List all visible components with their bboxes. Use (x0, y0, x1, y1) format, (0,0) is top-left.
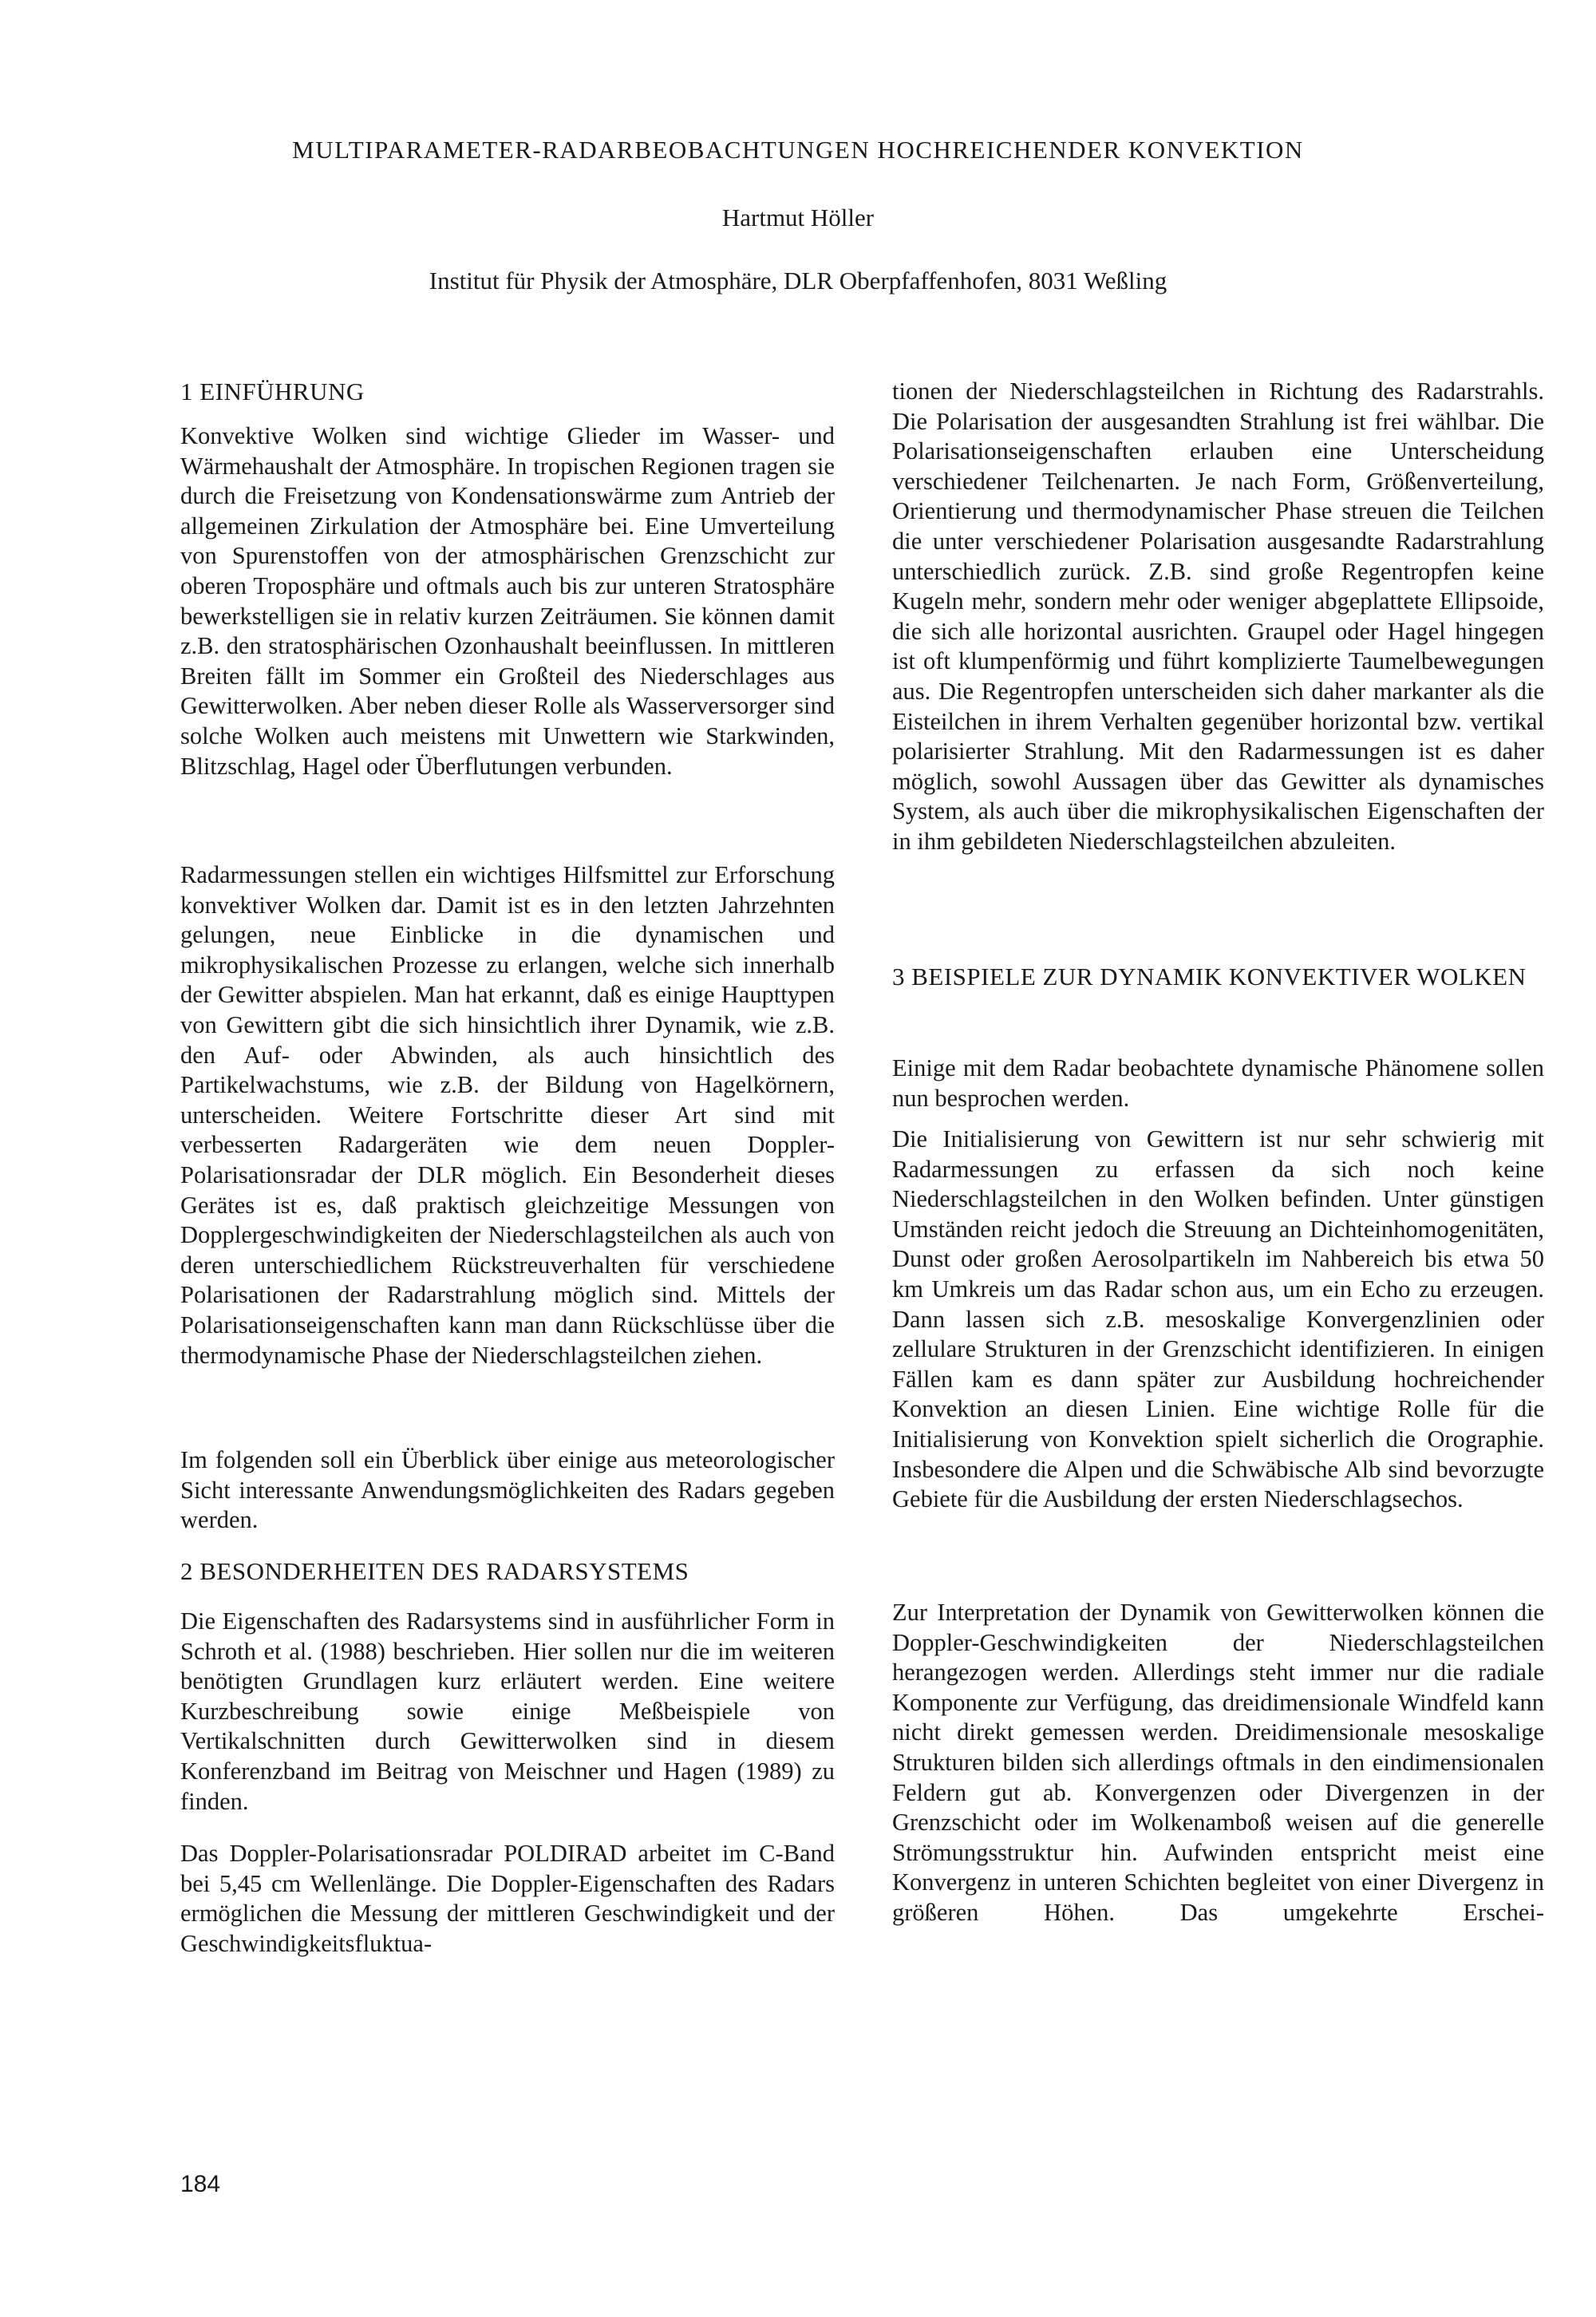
paragraph: Zur Interpretation der Dynamik von Gewitterwolken können die Doppler-Geschwindigkeiten der Niederschlagsteilchen herangezogen werden. Allerdings steht immer nur die radiale Komponente zur Verfügung, das dreidimensionale Windfeld kann nicht direkt gemessen werden. Dreidimensionale mesoskalige Strukturen bilden sich allerdings oftmals in den eindimensionalen Feldern gut ab. Konvergenzen oder Divergenzen in der Grenzschicht oder im Wolkenamboß weisen auf die generelle Strömungsstruktur hin. Aufwinden entspricht meist eine Konvergenz in unteren Schichten begleitet von einer Divergenz in größeren Höhen. Das umgekehrte Erschei- (892, 1599, 1544, 1926)
section-2-heading: 2 BESONDERHEITEN DES RADARSYSTEMS (180, 1557, 689, 1585)
paragraph: Die Initialisierung von Gewittern ist nur sehr schwierig mit Radarmessungen zu erfassen da sich noch keine Niederschlagsteilchen in den Wolken befinden. Unter günstigen Umständen reicht jedoch die Streuung an Dichteinhomogenitäten, Dunst oder großen Aerosolpartikeln im Nahbereich bis etwa 50 km Umkreis um das Radar schon aus, um ein Echo zu erzeugen. Dann lassen sich z.B. mesoskalige Konvergenzlinien oder zellulare Strukturen in der Grenzschicht identifizieren. In einigen Fällen kam es dann später zur Ausbildung hochreichender Konvektion an diesen Linien. Eine wichtige Rolle für die Initialisierung von Konvektion spielt sicherlich die Orographie. Insbesondere die Alpen und die Schwäbische Alb sind bevorzugte Gebiete für die Ausbildung der ersten Niederschlagsechos. (892, 1125, 1544, 1513)
paper-title: MULTIPARAMETER-RADARBEOBACHTUNGEN HOCHREICHENDER KONVEKTION (292, 136, 1304, 164)
affiliation: Institut für Physik der Atmosphäre, DLR Oberpfaffenhofen, 8031 Weßling (429, 267, 1167, 295)
paragraph: Radarmessungen stellen ein wichtiges Hilfsmittel zur Erforschung konvektiver Wolken dar. Damit ist es in den letzten Jahrzehnten gelungen, neue Einblicke in die dynamischen und mikrophysikalischen Prozesse zu erlangen, welche sich innerhalb der Gewitter abspielen. Man hat erkannt, daß es einige Haupttypen von Gewittern gibt die sich hinsichtlich ihrer Dynamik, wie z.B. den Auf- oder Abwinden, als auch hinsichtlich des Partikelwachstums, wie z.B. der Bildung von Hagelkörnern, unterscheiden. Weitere Fortschritte dieser Art sind mit verbesserten Radargeräten wie dem neuen Doppler-Polarisationsradar der DLR möglich. Ein Besonderheit dieses Gerätes ist es, daß praktisch gleichzeitige Messungen von Dopplergeschwindigkeiten der Niederschlagsteilchen als auch von deren unterschiedlichem Rückstreuverhalten für verschiedene Polarisationen der Radarstrahlung möglich sind. Mittels der Polarisationseigenschaften kann man dann Rückschlüsse über die thermodynamische Phase der Niederschlagsteilchen ziehen. (180, 861, 835, 1369)
paragraph: Das Doppler-Polarisationsradar POLDIRAD arbeitet im C-Band bei 5,45 cm Wellenlänge. Die Doppler-Eigenschaften des Radars ermöglichen die Messung der mittleren Geschwindigkeit und der Geschwindigkeitsfluktua- (180, 1840, 835, 1957)
author: Hartmut Höller (721, 204, 875, 231)
paragraph: Konvektive Wolken sind wichtige Glieder im Wasser- und Wärmehaushalt der Atmosphäre. In tropischen Regionen tragen sie durch die Freisetzung von Kondensationswärme zum Antrieb der allgemeinen Zirkulation der Atmosphäre bei. Eine Umverteilung von Spurenstoffen von der atmosphärischen Grenzschicht zur oberen Troposphäre und oftmals auch bis zur unteren Stratosphäre bewerkstelligen sie in relativ kurzen Zeiträumen. Sie können damit z.B. den stratosphärischen Ozonhaushalt beeinflussen. In mittleren Breiten fällt im Sommer ein Großteil des Niederschlages aus Gewitterwolken. Aber neben dieser Rolle als Wasserversorger sind solche Wolken auch meistens mit Unwettern wie Starkwinden, Blitzschlag, Hagel oder Überflutungen verbunden. (180, 422, 835, 780)
section-1-heading: 1 EINFÜHRUNG (180, 378, 365, 405)
paragraph: tionen der Niederschlagsteilchen in Richtung des Radarstrahls. Die Polarisation der ausgesandten Strahlung ist frei wählbar. Die Polarisationseigenschaften erlauben eine Unterscheidung verschiedener Teilchenarten. Je nach Form, Größenverteilung, Orientierung und thermodynamischer Phase streuen die Teilchen die unter verschiedener Polarisation ausgesandte Radarstrahlung unterschiedlich zurück. Z.B. sind große Regentropfen keine Kugeln mehr, sondern mehr oder weniger abgeplattete Ellipsoide, die sich alle horizontal ausrichten. Graupel oder Hagel hingegen ist oft klumpenförmig und führt komplizierte Taumelbewegungen aus. Die Regentropfen unterscheiden sich daher markanter als die Eisteilchen in ihrem Verhalten gegenüber horizontal bzw. vertikal polarisierter Strahlung. Mit den Radarmessungen ist es daher möglich, sowohl Aussagen über das Gewitter als dynamisches System, als auch über die mikrophysikalischen Eigenschaften der in ihm gebildeten Niederschlagsteilchen abzuleiten. (892, 378, 1544, 855)
paragraph: Die Eigenschaften des Radarsystems sind in ausführlicher Form in Schroth et al. (1988) beschrieben. Hier sollen nur die im weiteren benötigten Grundlagen kurz erläutert werden. Eine weitere Kurzbeschreibung sowie einige Meßbeispiele von Vertikalschnitten durch Gewitterwolken sind in diesem Konferenzband im Beitrag von Meischner und Hagen (1989) zu finden. (180, 1607, 835, 1815)
section-3-heading: 3 BEISPIELE ZUR DYNAMIK KONVEKTIVER WOLKEN (892, 963, 1527, 990)
paragraph: Einige mit dem Radar beobachtete dynamische Phänomene sollen nun besprochen werden. (892, 1054, 1544, 1112)
paragraph: Im folgenden soll ein Überblick über einige aus meteorologischer Sicht interessante Anwendungsmöglichkeiten des Radars gegeben werden. (180, 1446, 835, 1534)
page-number: 184 (180, 2171, 221, 2197)
